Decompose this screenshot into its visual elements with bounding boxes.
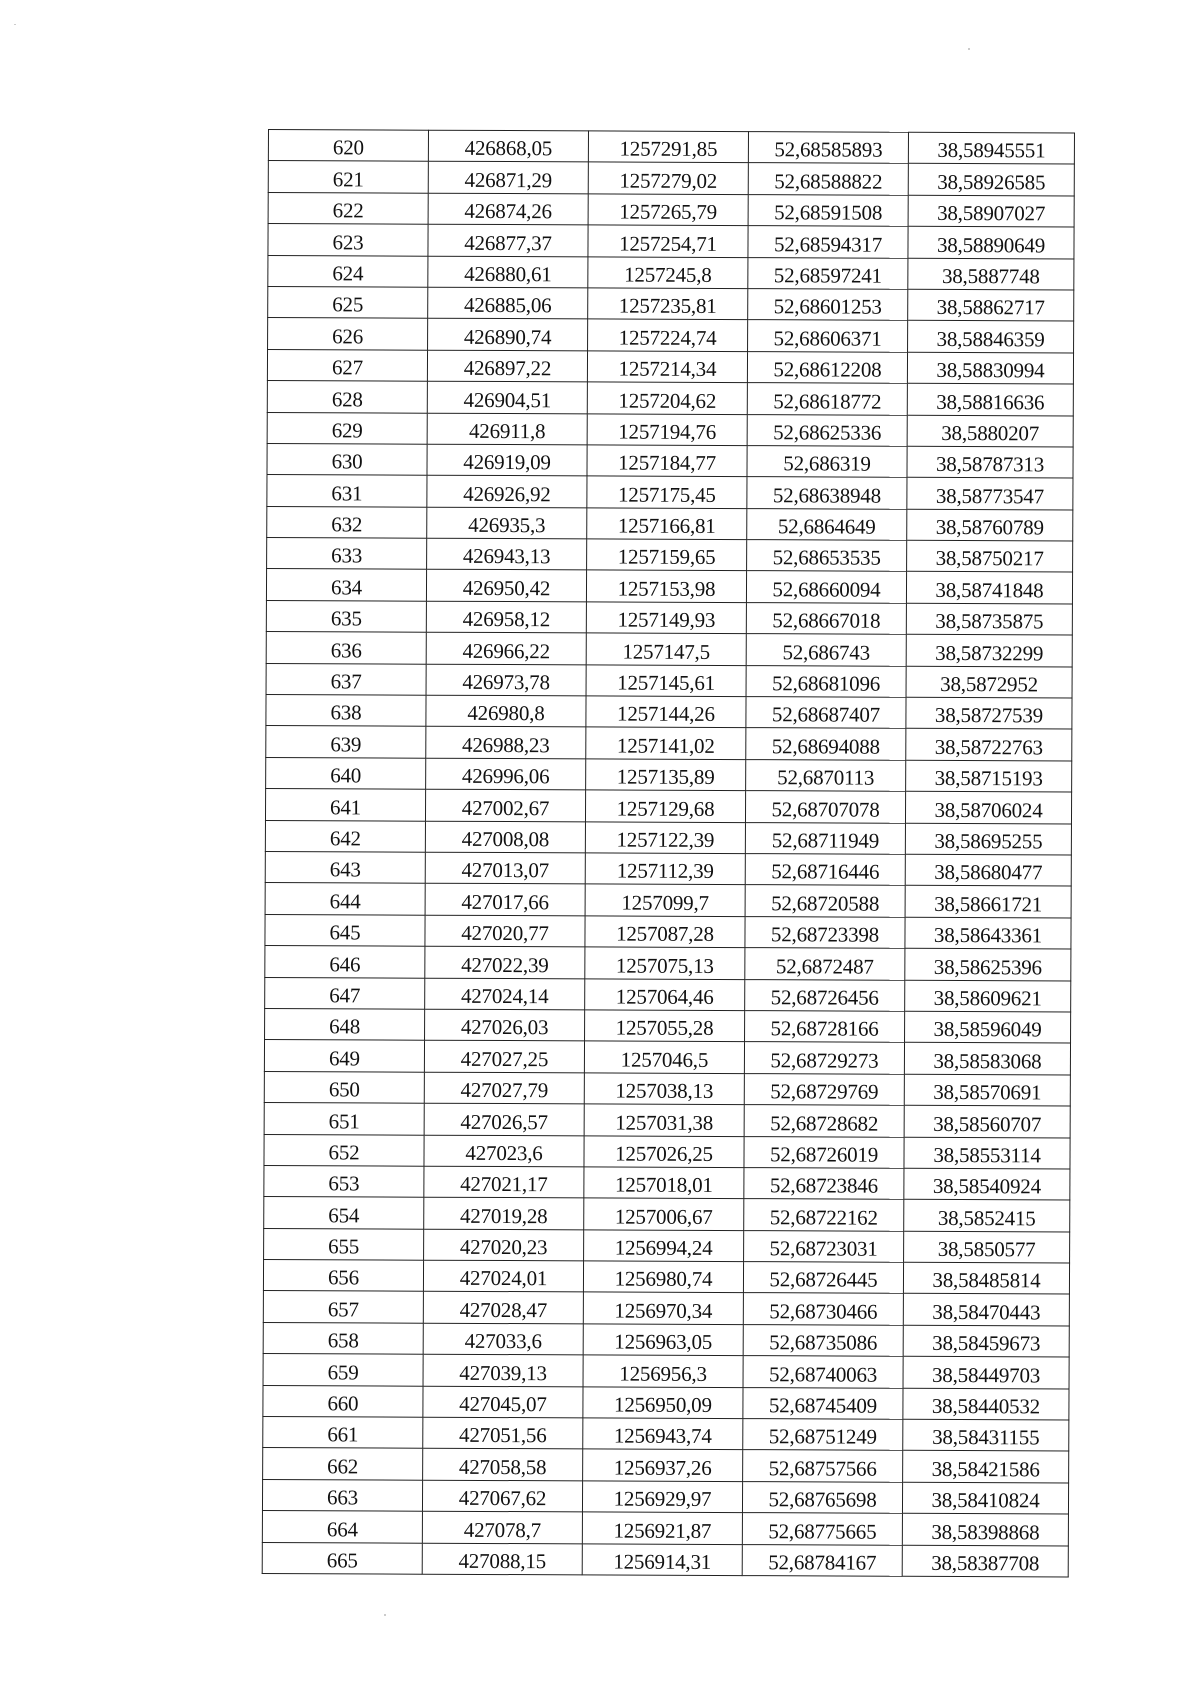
latitude-cell: 52,68711949 — [745, 822, 905, 854]
table-row — [266, 757, 1072, 792]
latitude-cell: 52,68618772 — [747, 383, 907, 415]
longitude-cell: 38,58583068 — [904, 1043, 1070, 1075]
table-row — [264, 1197, 1070, 1232]
latitude-cell: 52,68653535 — [747, 540, 907, 572]
x-coordinate-cell: 426988,23 — [426, 727, 586, 759]
x-coordinate-cell: 426935,3 — [427, 507, 587, 539]
y-coordinate-cell: 1257149,93 — [586, 602, 746, 634]
point-number-cell: 621 — [268, 161, 428, 193]
x-coordinate-cell: 427033,6 — [423, 1323, 583, 1355]
x-coordinate-cell: 427045,07 — [423, 1386, 583, 1418]
latitude-cell: 52,68728682 — [744, 1105, 904, 1137]
point-number-cell: 651 — [264, 1103, 424, 1135]
point-number-cell: 637 — [266, 663, 426, 695]
y-coordinate-cell: 1256929,97 — [582, 1481, 742, 1513]
y-coordinate-cell: 1257026,25 — [584, 1135, 744, 1167]
table-row — [264, 1071, 1070, 1106]
table-row — [267, 443, 1073, 478]
table-row — [262, 1542, 1068, 1577]
table-row — [267, 412, 1073, 447]
table-row — [268, 130, 1074, 165]
longitude-cell: 38,5872952 — [906, 666, 1072, 698]
y-coordinate-cell: 1257265,79 — [588, 194, 748, 226]
table-row — [263, 1448, 1069, 1483]
latitude-cell: 52,68765698 — [742, 1481, 902, 1513]
y-coordinate-cell: 1257291,85 — [588, 131, 748, 163]
y-coordinate-cell: 1257099,7 — [585, 884, 745, 916]
x-coordinate-cell: 426996,06 — [426, 758, 586, 790]
y-coordinate-cell: 1257135,89 — [586, 759, 746, 791]
longitude-cell: 38,58553114 — [904, 1137, 1070, 1169]
table-row — [266, 632, 1072, 667]
y-coordinate-cell: 1257159,65 — [587, 539, 747, 571]
longitude-cell: 38,58449703 — [903, 1357, 1069, 1389]
latitude-cell: 52,68694088 — [746, 728, 906, 760]
y-coordinate-cell: 1256963,05 — [583, 1324, 743, 1356]
table-row — [268, 255, 1074, 290]
table-row — [263, 1385, 1069, 1420]
x-coordinate-cell: 427013,07 — [425, 852, 585, 884]
point-number-cell: 642 — [265, 820, 425, 852]
point-number-cell: 648 — [265, 1008, 425, 1040]
x-coordinate-cell: 426890,74 — [428, 319, 588, 351]
latitude-cell: 52,68726456 — [745, 979, 905, 1011]
latitude-cell: 52,68716446 — [745, 854, 905, 886]
longitude-cell: 38,58680477 — [905, 854, 1071, 886]
x-coordinate-cell: 427078,7 — [422, 1511, 582, 1543]
latitude-cell: 52,68723398 — [745, 916, 905, 948]
y-coordinate-cell: 1257075,13 — [585, 947, 745, 979]
longitude-cell: 38,58715193 — [906, 760, 1072, 792]
x-coordinate-cell: 427028,47 — [423, 1292, 583, 1324]
latitude-cell: 52,68687407 — [746, 697, 906, 729]
point-number-cell: 629 — [267, 412, 427, 444]
latitude-cell: 52,68667018 — [746, 602, 906, 634]
latitude-cell: 52,68729273 — [744, 1042, 904, 1074]
point-number-cell: 664 — [262, 1511, 422, 1543]
table-row — [266, 663, 1072, 698]
latitude-cell: 52,68722162 — [744, 1199, 904, 1231]
latitude-cell: 52,68597241 — [748, 257, 908, 289]
y-coordinate-cell: 1256943,74 — [583, 1418, 743, 1450]
longitude-cell: 38,58816636 — [907, 383, 1073, 415]
latitude-cell: 52,68612208 — [747, 351, 907, 383]
table-row — [267, 349, 1073, 384]
x-coordinate-cell: 426868,05 — [428, 130, 588, 162]
point-number-cell: 634 — [266, 569, 426, 601]
point-number-cell: 626 — [268, 318, 428, 350]
point-number-cell: 665 — [262, 1542, 422, 1574]
longitude-cell: 38,58560707 — [904, 1105, 1070, 1137]
latitude-cell: 52,68784167 — [742, 1544, 902, 1576]
y-coordinate-cell: 1257166,81 — [587, 508, 747, 540]
point-number-cell: 655 — [264, 1228, 424, 1260]
table-row — [265, 851, 1071, 886]
longitude-cell: 38,58926585 — [908, 164, 1074, 196]
y-coordinate-cell: 1257064,46 — [585, 978, 745, 1010]
table-row — [262, 1511, 1068, 1546]
longitude-cell: 38,58540924 — [904, 1168, 1070, 1200]
longitude-cell: 38,58760789 — [907, 509, 1073, 541]
latitude-cell: 52,68726445 — [743, 1262, 903, 1294]
longitude-cell: 38,58907027 — [908, 195, 1074, 227]
y-coordinate-cell: 1256921,87 — [582, 1512, 742, 1544]
point-number-cell: 639 — [266, 726, 426, 758]
table-row — [266, 726, 1072, 761]
table-row — [267, 381, 1073, 416]
point-number-cell: 643 — [265, 851, 425, 883]
coordinates-table-body — [262, 130, 1074, 1577]
x-coordinate-cell: 427017,66 — [425, 884, 585, 916]
latitude-cell: 52,68726019 — [744, 1136, 904, 1168]
table-row — [265, 883, 1071, 918]
latitude-cell: 52,68730466 — [743, 1293, 903, 1325]
table-row — [265, 914, 1071, 949]
point-number-cell: 633 — [267, 538, 427, 570]
latitude-cell: 52,68729769 — [744, 1073, 904, 1105]
longitude-cell: 38,58830994 — [907, 352, 1073, 384]
y-coordinate-cell: 1257006,67 — [584, 1198, 744, 1230]
table-row — [264, 1040, 1070, 1075]
point-number-cell: 661 — [263, 1417, 423, 1449]
table-row — [265, 946, 1071, 981]
table-row — [268, 224, 1074, 259]
x-coordinate-cell: 427008,08 — [425, 821, 585, 853]
longitude-cell: 38,58387708 — [902, 1545, 1068, 1577]
table-row — [263, 1322, 1069, 1357]
longitude-cell: 38,58735875 — [906, 603, 1072, 635]
latitude-cell: 52,68681096 — [746, 665, 906, 697]
latitude-cell: 52,686743 — [746, 634, 906, 666]
longitude-cell: 38,58773547 — [907, 478, 1073, 510]
y-coordinate-cell: 1256980,74 — [583, 1261, 743, 1293]
x-coordinate-cell: 427024,14 — [425, 978, 585, 1010]
y-coordinate-cell: 1257055,28 — [585, 1010, 745, 1042]
longitude-cell: 38,58410824 — [902, 1482, 1068, 1514]
y-coordinate-cell: 1257153,98 — [586, 570, 746, 602]
x-coordinate-cell: 426897,22 — [427, 350, 587, 382]
y-coordinate-cell: 1257038,13 — [584, 1073, 744, 1105]
x-coordinate-cell: 426911,8 — [427, 413, 587, 445]
table-row — [266, 600, 1072, 635]
longitude-cell: 38,58727539 — [906, 697, 1072, 729]
longitude-cell: 38,5887748 — [908, 258, 1074, 290]
x-coordinate-cell: 427051,56 — [423, 1417, 583, 1449]
latitude-cell: 52,68660094 — [746, 571, 906, 603]
point-number-cell: 650 — [264, 1071, 424, 1103]
y-coordinate-cell: 1257087,28 — [585, 916, 745, 948]
y-coordinate-cell: 1257245,8 — [588, 256, 748, 288]
scan-speck — [384, 1614, 386, 1616]
x-coordinate-cell: 427039,13 — [423, 1354, 583, 1386]
table-row — [264, 1165, 1070, 1200]
x-coordinate-cell: 427058,58 — [423, 1449, 583, 1481]
latitude-cell: 52,6864649 — [747, 508, 907, 540]
table-row — [267, 475, 1073, 510]
point-number-cell: 638 — [266, 695, 426, 727]
latitude-cell: 52,68735086 — [743, 1324, 903, 1356]
y-coordinate-cell: 1256994,24 — [584, 1230, 744, 1262]
x-coordinate-cell: 426874,26 — [428, 193, 588, 225]
longitude-cell: 38,58732299 — [906, 635, 1072, 667]
table-row — [264, 1228, 1070, 1263]
x-coordinate-cell: 426919,09 — [427, 444, 587, 476]
point-number-cell: 653 — [264, 1165, 424, 1197]
longitude-cell: 38,58722763 — [906, 729, 1072, 761]
latitude-cell: 52,68588822 — [748, 163, 908, 195]
x-coordinate-cell: 426880,61 — [428, 256, 588, 288]
point-number-cell: 635 — [266, 600, 426, 632]
point-number-cell: 631 — [267, 475, 427, 507]
point-number-cell: 652 — [264, 1134, 424, 1166]
table-row — [268, 286, 1074, 321]
y-coordinate-cell: 1257204,62 — [587, 382, 747, 414]
table-row — [264, 1103, 1070, 1138]
latitude-cell: 52,6870113 — [746, 759, 906, 791]
x-coordinate-cell: 427027,79 — [424, 1072, 584, 1104]
table-row — [263, 1260, 1069, 1295]
y-coordinate-cell: 1257031,38 — [584, 1104, 744, 1136]
point-number-cell: 647 — [265, 977, 425, 1009]
point-number-cell: 630 — [267, 443, 427, 475]
latitude-cell: 52,68707078 — [745, 791, 905, 823]
point-number-cell: 620 — [268, 130, 428, 162]
table-row — [266, 695, 1072, 730]
x-coordinate-cell: 427023,6 — [424, 1135, 584, 1167]
point-number-cell: 625 — [268, 286, 428, 318]
y-coordinate-cell: 1257235,81 — [588, 288, 748, 320]
x-coordinate-cell: 426885,06 — [428, 287, 588, 319]
x-coordinate-cell: 426877,37 — [428, 224, 588, 256]
x-coordinate-cell: 427020,23 — [424, 1229, 584, 1261]
y-coordinate-cell: 1257144,26 — [586, 696, 746, 728]
table-row — [263, 1417, 1069, 1452]
x-coordinate-cell: 427026,57 — [424, 1103, 584, 1135]
latitude-cell: 52,68585893 — [748, 132, 908, 164]
x-coordinate-cell: 426966,22 — [426, 632, 586, 664]
x-coordinate-cell: 426943,13 — [427, 538, 587, 570]
latitude-cell: 52,68757566 — [743, 1450, 903, 1482]
x-coordinate-cell: 427026,03 — [425, 1009, 585, 1041]
x-coordinate-cell: 426958,12 — [426, 601, 586, 633]
longitude-cell: 38,58846359 — [908, 321, 1074, 353]
longitude-cell: 38,58695255 — [905, 823, 1071, 855]
point-number-cell: 632 — [267, 506, 427, 538]
latitude-cell: 52,68751249 — [743, 1419, 903, 1451]
scan-speck — [968, 48, 970, 50]
longitude-cell: 38,58741848 — [906, 572, 1072, 604]
longitude-cell: 38,58890649 — [908, 226, 1074, 258]
longitude-cell: 38,58625396 — [905, 948, 1071, 980]
x-coordinate-cell: 426926,92 — [427, 475, 587, 507]
point-number-cell: 636 — [266, 632, 426, 664]
longitude-cell: 38,58643361 — [905, 917, 1071, 949]
y-coordinate-cell: 1257224,74 — [588, 319, 748, 351]
point-number-cell: 654 — [264, 1197, 424, 1229]
table-row — [265, 1008, 1071, 1043]
point-number-cell: 623 — [268, 224, 428, 256]
longitude-cell: 38,58787313 — [907, 446, 1073, 478]
y-coordinate-cell: 1257147,5 — [586, 633, 746, 665]
latitude-cell: 52,68601253 — [748, 289, 908, 321]
table-row — [263, 1291, 1069, 1326]
latitude-cell: 52,68606371 — [748, 320, 908, 352]
point-number-cell: 662 — [263, 1448, 423, 1480]
point-number-cell: 646 — [265, 946, 425, 978]
y-coordinate-cell: 1257046,5 — [584, 1041, 744, 1073]
longitude-cell: 38,58596049 — [905, 1011, 1071, 1043]
y-coordinate-cell: 1256970,34 — [583, 1292, 743, 1324]
point-number-cell: 656 — [263, 1260, 423, 1292]
longitude-cell: 38,58440532 — [903, 1388, 1069, 1420]
table-row — [268, 192, 1074, 227]
table-row — [268, 161, 1074, 196]
longitude-cell: 38,5880207 — [907, 415, 1073, 447]
y-coordinate-cell: 1256950,09 — [583, 1387, 743, 1419]
x-coordinate-cell: 426950,42 — [426, 570, 586, 602]
point-number-cell: 658 — [263, 1322, 423, 1354]
longitude-cell: 38,58706024 — [905, 791, 1071, 823]
y-coordinate-cell: 1257184,77 — [587, 445, 747, 477]
longitude-cell: 38,58398868 — [902, 1513, 1068, 1545]
y-coordinate-cell: 1257194,76 — [587, 413, 747, 445]
x-coordinate-cell: 427088,15 — [422, 1543, 582, 1575]
latitude-cell: 52,68723031 — [744, 1230, 904, 1262]
x-coordinate-cell: 426871,29 — [428, 162, 588, 194]
latitude-cell: 52,686319 — [747, 445, 907, 477]
y-coordinate-cell: 1257175,45 — [587, 476, 747, 508]
table-row — [266, 569, 1072, 604]
point-number-cell: 622 — [268, 192, 428, 224]
latitude-cell: 52,68638948 — [747, 477, 907, 509]
longitude-cell: 38,58862717 — [908, 289, 1074, 321]
y-coordinate-cell: 1256914,31 — [582, 1543, 742, 1575]
x-coordinate-cell: 426904,51 — [427, 381, 587, 413]
table-row — [264, 1134, 1070, 1169]
y-coordinate-cell: 1257018,01 — [584, 1167, 744, 1199]
x-coordinate-cell: 427024,01 — [423, 1260, 583, 1292]
y-coordinate-cell: 1257279,02 — [588, 162, 748, 194]
longitude-cell: 38,58661721 — [905, 886, 1071, 918]
latitude-cell: 52,68745409 — [743, 1387, 903, 1419]
point-number-cell: 657 — [263, 1291, 423, 1323]
table-row — [265, 977, 1071, 1012]
y-coordinate-cell: 1257129,68 — [585, 790, 745, 822]
longitude-cell: 38,58945551 — [908, 132, 1074, 164]
y-coordinate-cell: 1257141,02 — [586, 727, 746, 759]
latitude-cell: 52,68728166 — [745, 1011, 905, 1043]
longitude-cell: 38,58470443 — [903, 1294, 1069, 1326]
y-coordinate-cell: 1257122,39 — [585, 821, 745, 853]
latitude-cell: 52,68723846 — [744, 1167, 904, 1199]
coordinates-table-container — [262, 129, 1074, 1577]
coordinates-table — [262, 129, 1075, 1577]
point-number-cell: 659 — [263, 1354, 423, 1386]
longitude-cell: 38,58421586 — [903, 1451, 1069, 1483]
point-number-cell: 644 — [265, 883, 425, 915]
latitude-cell: 52,6872487 — [745, 948, 905, 980]
longitude-cell: 38,58485814 — [903, 1262, 1069, 1294]
latitude-cell: 52,68740063 — [743, 1356, 903, 1388]
latitude-cell: 52,68720588 — [745, 885, 905, 917]
x-coordinate-cell: 426980,8 — [426, 695, 586, 727]
longitude-cell: 38,58459673 — [903, 1325, 1069, 1357]
x-coordinate-cell: 427022,39 — [425, 946, 585, 978]
longitude-cell: 38,5850577 — [904, 1231, 1070, 1263]
latitude-cell: 52,68594317 — [748, 226, 908, 258]
latitude-cell: 52,68775665 — [742, 1513, 902, 1545]
longitude-cell: 38,58431155 — [903, 1419, 1069, 1451]
table-row — [263, 1354, 1069, 1389]
longitude-cell: 38,58750217 — [907, 540, 1073, 572]
table-row — [262, 1479, 1068, 1514]
point-number-cell: 663 — [262, 1479, 422, 1511]
x-coordinate-cell: 427019,28 — [424, 1197, 584, 1229]
table-row — [268, 318, 1074, 353]
longitude-cell: 38,5852415 — [904, 1200, 1070, 1232]
point-number-cell: 649 — [264, 1040, 424, 1072]
x-coordinate-cell: 427021,17 — [424, 1166, 584, 1198]
point-number-cell: 641 — [265, 789, 425, 821]
x-coordinate-cell: 427027,25 — [424, 1041, 584, 1073]
x-coordinate-cell: 427020,77 — [425, 915, 585, 947]
point-number-cell: 627 — [267, 349, 427, 381]
longitude-cell: 38,58609621 — [905, 980, 1071, 1012]
point-number-cell: 660 — [263, 1385, 423, 1417]
y-coordinate-cell: 1257112,39 — [585, 853, 745, 885]
table-row — [267, 506, 1073, 541]
point-number-cell: 645 — [265, 914, 425, 946]
latitude-cell: 52,68591508 — [748, 194, 908, 226]
x-coordinate-cell: 426973,78 — [426, 664, 586, 696]
y-coordinate-cell: 1257214,34 — [587, 351, 747, 383]
table-row — [265, 789, 1071, 824]
longitude-cell: 38,58570691 — [904, 1074, 1070, 1106]
point-number-cell: 628 — [267, 381, 427, 413]
point-number-cell: 624 — [268, 255, 428, 287]
table-row — [267, 538, 1073, 573]
y-coordinate-cell: 1256956,3 — [583, 1355, 743, 1387]
x-coordinate-cell: 427002,67 — [425, 789, 585, 821]
y-coordinate-cell: 1257254,71 — [588, 225, 748, 257]
scan-speck — [14, 24, 16, 25]
latitude-cell: 52,68625336 — [747, 414, 907, 446]
y-coordinate-cell: 1256937,26 — [583, 1449, 743, 1481]
point-number-cell: 640 — [266, 757, 426, 789]
table-row — [265, 820, 1071, 855]
y-coordinate-cell: 1257145,61 — [586, 665, 746, 697]
x-coordinate-cell: 427067,62 — [422, 1480, 582, 1512]
